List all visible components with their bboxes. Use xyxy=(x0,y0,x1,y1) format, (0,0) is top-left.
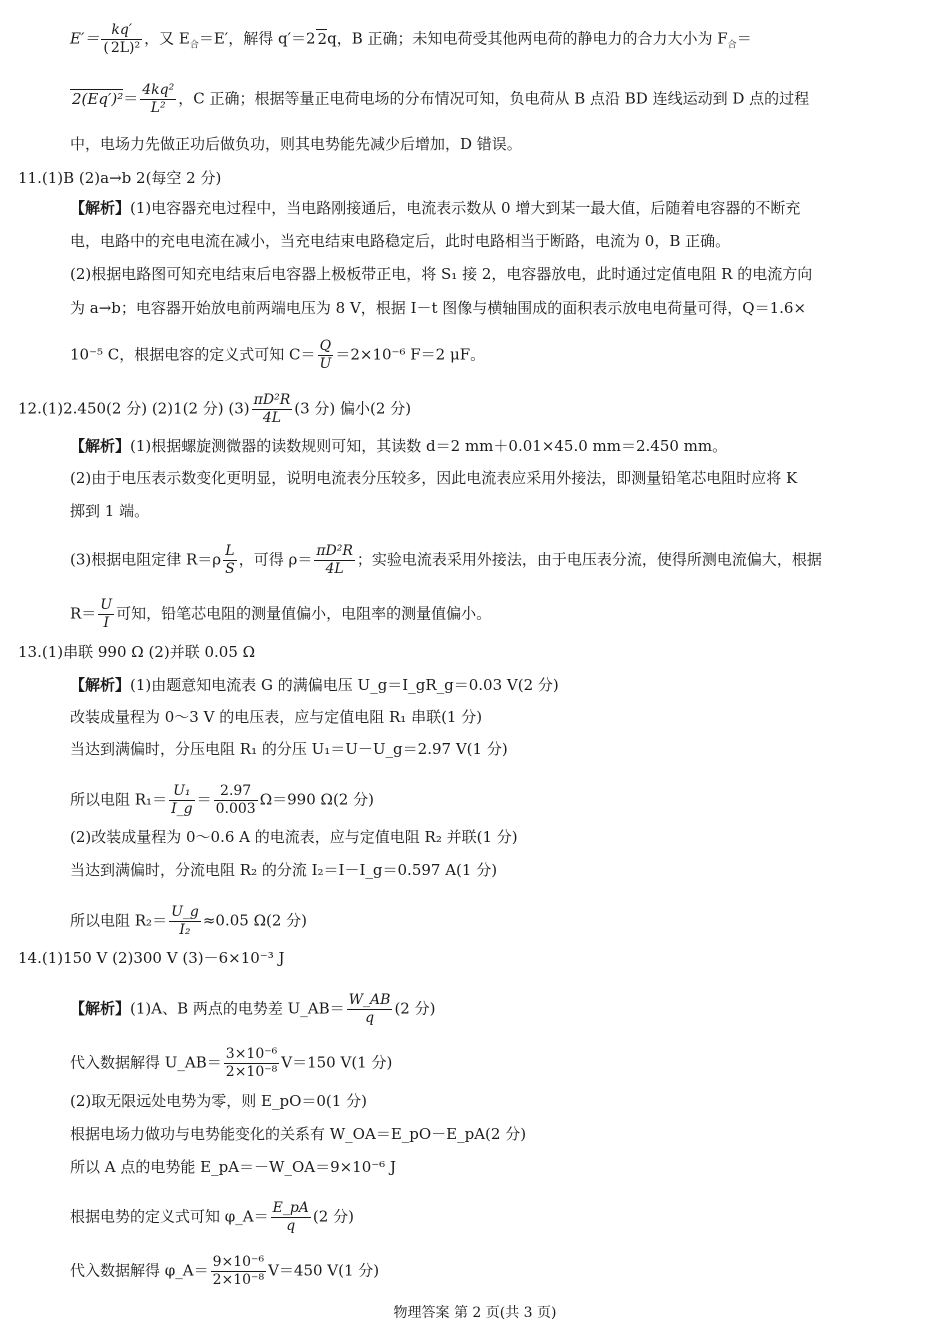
q10-line-1: E′＝ $\frac{kq'}{\text{( 2L)²}}$ ，又 $E_合=E'$，解得 q′＝2 2q，B 正确；未知电荷受其他两电荷的静电力的合力大小为 $F_合=$ xyxy=(70,22,752,56)
q14-line-1: 【解析】(1)A、B 两点的电势差 U_AB＝ $\frac{W\_AB}{q}$ (2 分) xyxy=(70,992,436,1026)
q14-line-3: (2)取无限远处电势为零，则 E_pO＝0(1 分) xyxy=(70,1092,367,1110)
fraction: $\frac{Q}{U}$ xyxy=(319,338,332,372)
fraction: $\frac{E\_pA}{q}$ xyxy=(272,1200,309,1234)
fraction: $\frac{\text{4kq²}}{\text{L²}}$ xyxy=(142,82,175,116)
q14-line-2: 代入数据解得 U_AB＝ $\frac{\text{3×10⁻⁶}}{\text{2×10⁻⁸}}$ V＝150 V(1 分) xyxy=(70,1046,393,1080)
q10-line-3: 中，电场力先做正功后做负功，则其电势能先减少后增加，D 错误。 xyxy=(70,135,522,153)
q13-line-7: 所以电阻 R₂＝ $\frac{U\_g}{\text{I₂}}$ ≈0.05 Ω(2 分) xyxy=(70,904,308,938)
q13-line-3: 当达到满偏时，分压电阻 R₁ 的分压 U₁＝U－U_g＝2.97 V(1 分) xyxy=(70,740,508,758)
q12-line-2: (2)由于电压表示数变化更明显，说明电流表分压较多，因此电流表应采用外接法，即测量铅笔芯电阻时应将 K xyxy=(70,469,798,487)
q11-line-1: 【解析】(1)电容器充电过程中，当电路刚接通后，电流表示数从 0 增大到某一最大值，后随着电容器的不断充 xyxy=(70,199,801,217)
fraction: $\frac{\text{3×10⁻⁶}}{\text{2×10⁻⁸}}$ xyxy=(225,1046,278,1080)
fraction: $\frac{L}{S}$ xyxy=(225,543,235,577)
q13-answer: 13.(1)串联 990 Ω (2)并联 0.05 Ω xyxy=(18,643,256,661)
q11-line-4: 为 a→b；电容器开始放电前两端电压为 8 V，根据 I－t 图像与横轴围成的面积表示放电电荷量可得，Q＝1.6× xyxy=(70,299,807,317)
q11-line-3: (2)根据电路图可知充电结束后电容器上极板带正电，将 S₁ 接 2，电容器放电，此时通过定值电阻 R 的电流方向 xyxy=(70,265,813,283)
fraction: $\frac{U}{I}$ xyxy=(100,597,113,631)
q12-line-1: 【解析】(1)根据螺旋测微器的读数规则可知，其读数 d＝2 mm＋0.01×45.0 mm＝2.450 mm。 xyxy=(70,437,728,455)
fraction: $\frac{\text{πD²R}}{4L}$ xyxy=(316,543,353,577)
q13-line-2: 改装成量程为 0～3 V 的电压表，应与定值电阻 R₁ 串联(1 分) xyxy=(70,708,483,726)
q14-line-6: 根据电势的定义式可知 φ_A＝ $\frac{E\_pA}{q}$ (2 分) xyxy=(70,1200,354,1234)
analysis-tag: 【解析】 xyxy=(70,676,131,694)
q13-line-6: 当达到满偏时，分流电阻 R₂ 的分流 I₂＝I－I_g＝0.597 A(1 分) xyxy=(70,861,498,879)
q12-line-5: R＝ $\frac{U}{I}$ 可知，铅笔芯电阻的测量值偏小，电阻率的测量值偏小。 xyxy=(70,597,492,631)
fraction: $\frac{W\_AB}{q}$ xyxy=(348,992,391,1026)
q10-line-2: 2(Eq′)²＝ $\frac{\text{4kq²}}{\text{L²}}$ ，C 正确；根据等量正电荷电场的分布情况可知，负电荷从 B 点沿 BD 连线运动到 D 点的过程 xyxy=(72,82,810,116)
q11-line-5: 10⁻⁵ C，根据电容的定义式可知 C＝ $\frac{Q}{U}$ ＝2×10⁻⁶ F＝2 μF。 xyxy=(70,338,486,372)
analysis-tag: 【解析】 xyxy=(70,999,131,1018)
q13-line-5: (2)改装成量程为 0～0.6 A 的电流表，应与定值电阻 R₂ 并联(1 分) xyxy=(70,828,518,846)
q12-answer: 12.(1)2.450(2 分) (2)1(2 分) (3) $\frac{\text{πD²R}}{4L}$ (3 分) 偏小(2 分) xyxy=(18,392,412,426)
page-footer: 物理答案 第 2 页(共 3 页) xyxy=(393,1305,557,1321)
q11-answer: 11.(1)B (2)a→b 2(每空 2 分) xyxy=(18,169,222,187)
q13-line-4: 所以电阻 R₁＝ $\frac{\text{U₁}}{I\_g}$ ＝ $\frac{2.97}{0.003}$ Ω＝990 Ω(2 分) xyxy=(70,783,374,817)
fraction: $\frac{U\_g}{\text{I₂}}$ xyxy=(171,904,199,938)
q14-answer: 14.(1)150 V (2)300 V (3)－6×10⁻³ J xyxy=(18,949,285,967)
q11-line-2: 电，电路中的充电电流在减小，当充电结束电路稳定后，此时电路相当于断路，电流为 0，B 正确。 xyxy=(70,232,731,250)
fraction: $\frac{\text{πD²R}}{4L}$ xyxy=(253,392,291,426)
analysis-tag: 【解析】 xyxy=(70,199,131,217)
fraction: $\frac{\text{9×10⁻⁶}}{\text{2×10⁻⁸}}$ xyxy=(212,1254,265,1288)
fraction: $\frac{\text{U₁}}{I\_g}$ xyxy=(171,783,193,817)
q14-line-4: 根据电场力做功与电势能变化的关系有 W_OA＝E_pO－E_pA(2 分) xyxy=(70,1125,527,1143)
q14-line-5: 所以 A 点的电势能 E_pA＝－W_OA＝9×10⁻⁶ J xyxy=(70,1158,396,1176)
q12-line-3: 掷到 1 端。 xyxy=(70,502,150,520)
q13-line-1: 【解析】(1)由题意知电流表 G 的满偏电压 U_g＝I_gR_g＝0.03 V(2 分) xyxy=(70,676,559,694)
analysis-tag: 【解析】 xyxy=(70,437,131,455)
q12-line-4: (3)根据电阻定律 R＝ρ $\frac{L}{S}$ ，可得 ρ＝ $\frac{\text{πD²R}}{4L}$ ；实验电流表采用外接法，由于电压表分流，使得所测电流偏大，根据 xyxy=(70,543,822,577)
q14-line-7: 代入数据解得 φ_A＝ $\frac{\text{9×10⁻⁶}}{\text{2×10⁻⁸}}$ V＝450 V(1 分) xyxy=(70,1254,380,1288)
fraction: $\frac{2.97}{0.003}$ xyxy=(215,783,256,817)
fraction: $\frac{kq'}{\text{( 2L)²}}$ xyxy=(103,22,141,56)
